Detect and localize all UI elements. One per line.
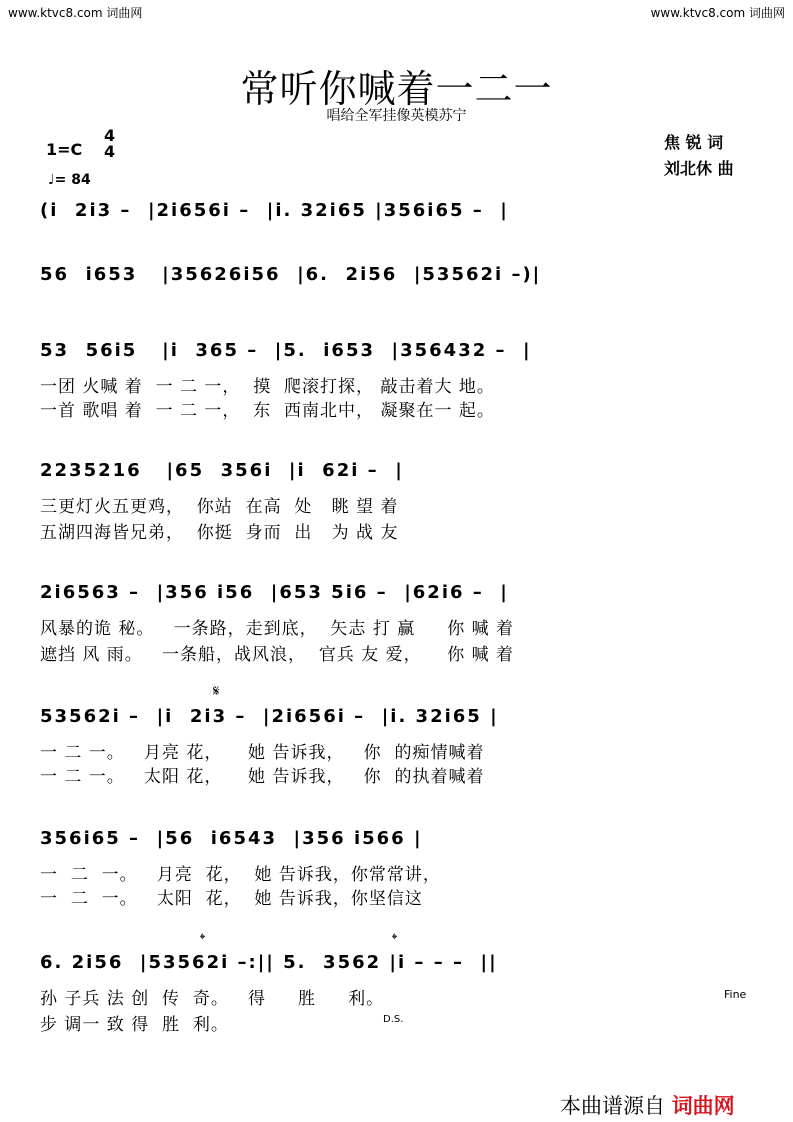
lyric-row-4-verse-2: 五湖四海皆兄弟， 你挺 身而 出 为 战 友 — [40, 523, 399, 543]
score-row-5: 2i6563 – |356 i56 |653 5i6 – |62i6 – | — [40, 582, 509, 603]
score-row-1: (i 2i3 – |2i656i – |i. 32i65 |356i65 – | — [40, 200, 509, 221]
score-row-6: 53562i – |i 2i3 – |2i656i – |i. 32i65 | — [40, 706, 499, 727]
lyric-row-3-verse-1: 一团 火喊 着 一 二 一， 摸 爬滚打探， 敲击着大 地。 — [40, 377, 495, 397]
score-row-2: 56 i653 |35626i56 |6. 2i56 |53562i –)| — [40, 264, 542, 285]
lyric-row-5-verse-2: 遮挡 风 雨。 一条船，战风浪， 官兵 友 爱， 你 喊 着 — [40, 645, 515, 665]
lyric-row-8-verse-1: 孙 子兵 法 创 传 奇。 得 胜 利。 — [40, 989, 385, 1009]
lyric-row-3-verse-2: 一首 歌唱 着 一 二 一， 东 西南北中， 凝聚在一 起。 — [40, 401, 495, 421]
lyric-row-4-verse-1: 三更灯火五更鸡， 你站 在高 处 眺 望 着 — [40, 497, 399, 517]
song-title: 常听你喊着一二一 — [240, 67, 553, 111]
score-row-4: 2235216 |65 356i |i 62i – | — [40, 460, 404, 481]
score-row-3: 53 56i5 |i 365 – |5. i653 |356432 – | — [40, 340, 532, 361]
segno-sign: 𝄋 — [213, 682, 220, 700]
lyric-row-5-verse-1: 风暴的诡 秘。 一条路，走到底， 矢志 打 赢 你 喊 着 — [40, 619, 515, 639]
coda-sign-2: 𝄌 — [392, 930, 398, 948]
lyricist-credit: 焦 锐 词 — [664, 133, 724, 152]
lyric-row-6-verse-1: 一 二 一。 月亮 花， 她 告诉我， 你 的痴情喊着 — [40, 743, 485, 763]
lyric-row-6-verse-2: 一 二 一。 太阳 花， 她 告诉我， 你 的执着喊着 — [40, 767, 485, 787]
time-signature-top: 4 — [104, 126, 116, 145]
lyric-row-8-verse-2: 步 调一 致 得 胜 利。 — [40, 1015, 229, 1035]
time-signature-bottom: 4 — [104, 142, 116, 161]
footer-brand[interactable]: 词曲网 — [671, 1094, 735, 1118]
score-row-7: 356i65 – |56 i6543 |356 i566 | — [40, 828, 423, 849]
footer-source — [560, 1090, 735, 1120]
song-subtitle: 唱给全军挂像英模苏宁 — [326, 108, 467, 124]
footer-text: 本曲谱源自 — [560, 1094, 665, 1118]
coda-sign-1: 𝄌 — [200, 930, 206, 948]
tempo-marking: ♩= 84 — [48, 172, 91, 188]
time-signature — [104, 128, 115, 160]
fine-marking: Fine — [724, 988, 747, 1001]
lyric-row-7-verse-2: 一 二 一。 太阳 花， 她 告诉我，你坚信这 — [40, 889, 423, 909]
key-signature: 1=C — [46, 140, 83, 159]
watermark-right: www.ktvc8.com 词曲网 — [650, 6, 785, 20]
watermark-left: www.ktvc8.com 词曲网 — [8, 6, 143, 20]
score-row-8: 6. 2i56 |53562i –:|| 5. 3562 |i – – – || — [40, 952, 498, 973]
composer-credit: 刘北休 曲 — [664, 159, 734, 178]
lyric-row-7-verse-1: 一 二 一。 月亮 花， 她 告诉我，你常常讲， — [40, 865, 441, 885]
ds-marking: D.S. — [383, 1014, 404, 1025]
